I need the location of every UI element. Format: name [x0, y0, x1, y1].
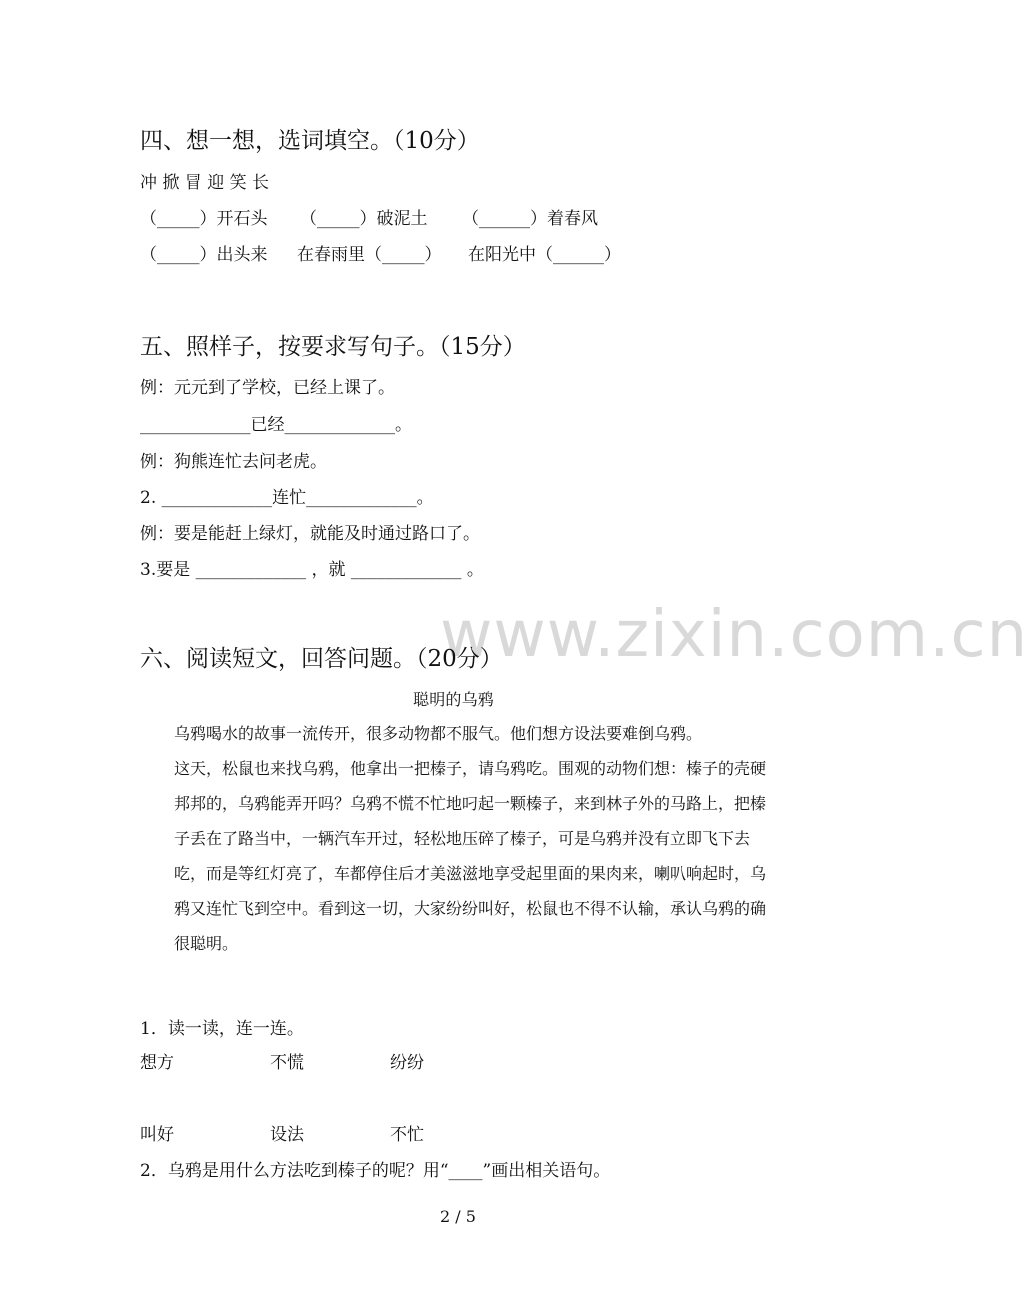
answer-line: 3.要是 _____________ ，就 _____________ 。: [140, 560, 484, 580]
match-word-bottom-2: 设法: [270, 1125, 304, 1145]
story-body: [140, 716, 780, 961]
example-line: 例：元元到了学校，已经上课了。: [140, 378, 395, 398]
fill-blank-1: （_____）开石头: [140, 209, 268, 229]
question-2: 2．乌鸦是用什么方法吃到榛子的呢？用“____”画出相关语句。: [140, 1161, 611, 1181]
story-title: 聪明的乌鸦: [413, 690, 495, 709]
story-paragraph-1: 乌鸦喝水的故事一流传开，很多动物都不服气。他们想方设法要难倒乌鸦。: [174, 724, 703, 743]
match-word-top-2: 不慌: [270, 1053, 304, 1073]
page-number: 2 / 5: [440, 1207, 476, 1226]
word-bank: 冲 掀 冒 迎 笑 长: [140, 173, 270, 193]
fill-blank-6: 在阳光中（______）: [468, 245, 621, 265]
match-word-bottom-3: 不忙: [390, 1125, 424, 1145]
watermark: www.zixin.com.cn: [440, 598, 1028, 672]
section6-title: 六、阅读短文，回答问题。（20分）: [140, 646, 503, 672]
fill-blank-5: 在春雨里（_____）: [297, 245, 442, 265]
section5-title: 五、照样子，按要求写句子。（15分）: [140, 334, 526, 360]
story-paragraph-2: 这天，松鼠也来找乌鸦，他拿出一把榛子，请乌鸦吃。围观的动物们想：榛子的壳硬邦邦的，乌鸦能弄开吗？乌鸦不慌不忙地叼起一颗榛子，来到林子外的马路上，把榛子丢在了路当中，一辆汽车开过，轻松地压碎了榛子，可是乌鸦并没有立即飞下去吃，而是等红灯亮了，车都停住后才美滋滋地享受起里面的果肉来，喇叭响起时，乌鸦又连忙飞到空中。看到这一切，大家纷纷叫好，松鼠也不得不认输，承认乌鸦的确很聪明。: [174, 759, 767, 953]
example-line: 例：要是能赶上绿灯，就能及时通过路口了。: [140, 524, 480, 544]
match-word-top-3: 纷纷: [390, 1053, 424, 1073]
match-word-top-1: 想方: [140, 1053, 174, 1073]
fill-blank-2: （_____）破泥土: [300, 209, 428, 229]
answer-line: _____________已经_____________。: [140, 415, 412, 435]
section4-title: 四、想一想，选词填空。（10分）: [140, 128, 480, 154]
fill-blank-3: （______）着春风: [462, 209, 598, 229]
fill-blank-4: （_____）出头来: [140, 245, 268, 265]
example-line: 例：狗熊连忙去问老虎。: [140, 452, 327, 472]
answer-line: 2. _____________连忙_____________。: [140, 488, 434, 508]
match-word-bottom-1: 叫好: [140, 1125, 174, 1145]
question-1: 1．读一读，连一连。: [140, 1019, 304, 1039]
